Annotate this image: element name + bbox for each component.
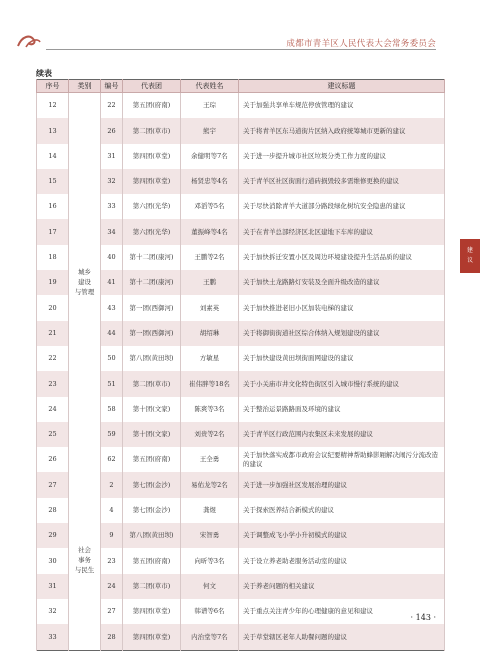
row-seq: 19 (37, 270, 69, 295)
table-row (37, 93, 445, 119)
row-seq: 23 (37, 371, 69, 396)
row-name: 熊宇 (181, 118, 239, 143)
row-seq: 26 (37, 447, 69, 472)
row-name: 王全勇 (181, 447, 239, 472)
row-name: 何文 (181, 574, 239, 599)
row-code: 28 (101, 624, 123, 650)
row-code: 34 (101, 219, 123, 244)
row-code: 22 (101, 93, 123, 119)
row-title: 关于重点关注青少年的心理健康的意见和建议 (239, 599, 445, 624)
side-tab-char: 议 (466, 257, 473, 264)
row-code: 27 (101, 599, 123, 624)
row-title: 关于加强共享单车规范停放管理的建议 (239, 93, 445, 119)
column-header: 序号 (37, 80, 69, 93)
row-code: 50 (101, 346, 123, 371)
row-title: 关于加快土龙路路灯安装及全面升级改造的建议 (239, 270, 445, 295)
row-code: 9 (101, 523, 123, 548)
logo-icon (16, 32, 42, 50)
row-title: 关于在青羊总部经济区北区建地下车库的建议 (239, 219, 445, 244)
row-delegation: 第五团(府南) (123, 447, 181, 472)
header-title: 成都市青羊区人民代表大会常务委员会 (286, 39, 436, 49)
row-code: 2 (101, 472, 123, 497)
row-delegation: 第十团(文家) (123, 397, 181, 422)
row-name: 胡绍琳 (181, 321, 239, 346)
table-header-row (37, 80, 445, 93)
table-row (37, 472, 445, 497)
row-seq: 20 (37, 295, 69, 320)
row-delegation: 第一团(西御河) (123, 321, 181, 346)
row-delegation: 第二团(草市) (123, 371, 181, 396)
row-code: 26 (101, 118, 123, 143)
column-header: 代表姓名 (181, 80, 239, 93)
row-name: 韩谱等6名 (181, 599, 239, 624)
row-delegation: 第四团(草堂) (123, 144, 181, 169)
row-title: 关于加快落实成都市政府会议纪要精神帮助蜂影厢解决闹污分流改造的建议 (239, 447, 445, 472)
row-delegation: 第二团(草市) (123, 574, 181, 599)
row-seq: 28 (37, 498, 69, 523)
row-delegation: 第十团(文家) (123, 422, 181, 447)
row-delegation: 第七团(金沙) (123, 472, 181, 497)
row-name: 刘素英 (181, 295, 239, 320)
proposal-table (36, 79, 445, 651)
row-seq: 17 (37, 219, 69, 244)
header-divider (46, 49, 436, 50)
table-body (37, 93, 445, 651)
row-seq: 18 (37, 245, 69, 270)
row-name: 宋智勇 (181, 523, 239, 548)
row-delegation: 第十二团(康河) (123, 270, 181, 295)
row-name: 余健明等7名 (181, 144, 239, 169)
row-code: 43 (101, 295, 123, 320)
row-title: 关于进一步提升城市社区垃圾分类工作力度的建议 (239, 144, 445, 169)
row-title: 关于探索医养结合新模式的建议 (239, 498, 445, 523)
row-seq: 25 (37, 422, 69, 447)
row-name: 龚煜 (181, 498, 239, 523)
row-code: 40 (101, 245, 123, 270)
row-title: 关于小关庙市井文化特色街区引入城市慢行系统的建议 (239, 371, 445, 396)
row-seq: 22 (37, 346, 69, 371)
row-code: 58 (101, 397, 123, 422)
row-seq: 21 (37, 321, 69, 346)
row-seq: 32 (37, 599, 69, 624)
row-title: 关于调整成飞小学小升初模式的建议 (239, 523, 445, 548)
row-title: 关于加快建设黄田坝街面网建设的建议 (239, 346, 445, 371)
row-delegation: 第六团(光华) (123, 194, 181, 219)
column-header: 类别 (69, 80, 101, 93)
row-title: 关于草堂辖区老年人助餐问题的建议 (239, 624, 445, 650)
row-code: 62 (101, 447, 123, 472)
row-name: 邓滔等5名 (181, 194, 239, 219)
row-name: 王鹏等2名 (181, 245, 239, 270)
row-seq: 16 (37, 194, 69, 219)
row-name: 方敏星 (181, 346, 239, 371)
row-code: 32 (101, 169, 123, 194)
row-seq: 29 (37, 523, 69, 548)
row-delegation: 第四团(草堂) (123, 624, 181, 650)
row-title: 关于整治运景路路面及环境的建议 (239, 397, 445, 422)
category-cell: 社会 事务 与民生 (69, 472, 101, 650)
row-title: 关于青羊区行政范围内农集区未来发展的建议 (239, 422, 445, 447)
row-code: 44 (101, 321, 123, 346)
row-delegation: 第一团(西御河) (123, 295, 181, 320)
row-seq: 24 (37, 397, 69, 422)
row-name: 王琮 (181, 93, 239, 119)
row-delegation: 第五团(府南) (123, 93, 181, 119)
row-seq: 12 (37, 93, 69, 119)
row-delegation: 第八团(黄田坝) (123, 346, 181, 371)
row-title: 关于加快推进老旧小区加装电梯的建议 (239, 295, 445, 320)
row-name: 董振峰等4名 (181, 219, 239, 244)
row-code: 59 (101, 422, 123, 447)
row-title: 关于进一步加强社区发展治理的建议 (239, 472, 445, 497)
row-name: 陈爽等3名 (181, 397, 239, 422)
row-seq: 31 (37, 574, 69, 599)
row-name: 王鹏 (181, 270, 239, 295)
row-title: 关于尽快消除青羊大道部分路段绿化树坑安全隐患的建议 (239, 194, 445, 219)
row-title: 关于设立养老助老服务活动室的建议 (239, 548, 445, 573)
row-delegation: 第四团(草堂) (123, 169, 181, 194)
row-title: 关于养老问题的相关建议 (239, 574, 445, 599)
row-delegation: 第六团(光华) (123, 219, 181, 244)
row-code: 4 (101, 498, 123, 523)
category-cell: 城乡 建设 与管理 (69, 93, 101, 473)
side-tab-char: 建 (466, 246, 473, 254)
row-title: 关于加快拆迁安置小区及周边环境建设提升生活品质的建议 (239, 245, 445, 270)
column-header: 建议标题 (239, 80, 445, 93)
row-seq: 33 (37, 624, 69, 650)
row-seq: 27 (37, 472, 69, 497)
row-name: 杨贤忠等4名 (181, 169, 239, 194)
row-name: 易佑龙等2名 (181, 472, 239, 497)
row-title: 关于青羊区社区街面行道砖损毁较多需维修更换的建议 (239, 169, 445, 194)
row-delegation: 第四团(草堂) (123, 599, 181, 624)
row-delegation: 第二团(草市) (123, 118, 181, 143)
row-seq: 15 (37, 169, 69, 194)
row-code: 23 (101, 548, 123, 573)
row-title: 关于将青羊区东马道街片区纳入政府统筹城市更新的建议 (239, 118, 445, 143)
column-header: 编号 (101, 80, 123, 93)
row-seq: 13 (37, 118, 69, 143)
row-name: 向昕等3名 (181, 548, 239, 573)
column-header: 代表团 (123, 80, 181, 93)
row-name: 刘贵等2名 (181, 422, 239, 447)
row-name: 崔伟胖等18名 (181, 371, 239, 396)
continued-label: 续表 (36, 69, 52, 78)
row-delegation: 第五团(府南) (123, 548, 181, 573)
row-seq: 30 (37, 548, 69, 573)
row-name: 内治堂等7名 (181, 624, 239, 650)
row-seq: 14 (37, 144, 69, 169)
row-code: 24 (101, 574, 123, 599)
row-code: 51 (101, 371, 123, 396)
row-code: 31 (101, 144, 123, 169)
row-delegation: 第七团(金沙) (123, 498, 181, 523)
side-tab (460, 239, 480, 273)
row-code: 41 (101, 270, 123, 295)
row-delegation: 第十二团(康河) (123, 245, 181, 270)
row-code: 33 (101, 194, 123, 219)
page-number: · 143 · (410, 613, 436, 622)
row-title: 关于将御街街道社区综合体纳入规划建设的建议 (239, 321, 445, 346)
row-delegation: 第八团(黄田坝) (123, 523, 181, 548)
